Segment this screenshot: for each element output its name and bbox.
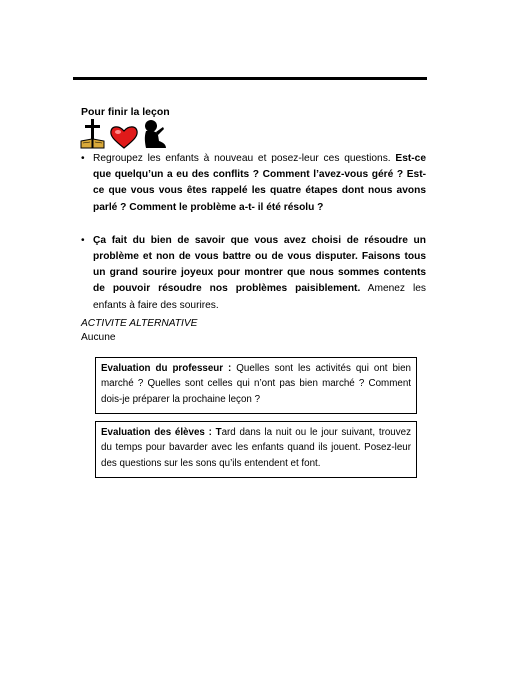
icon-row xyxy=(80,119,168,149)
bullet-list xyxy=(81,151,426,331)
teacher-evaluation-label: Evaluation du professeur : xyxy=(101,363,232,374)
student-evaluation-text: ard dans la nuit ou le jour suivant, trouvez du temps pour bavarder avec les enfants quand ils jouent. Posez-leur des questions sur les sons qu’ils entendent et font. xyxy=(101,427,411,469)
teacher-evaluation-text: Quelles sont les activités qui ont bien marché ? Quelles sont celles qui n’ont pas bien marché ? Comment dois-je préparer la prochaine leçon ? xyxy=(101,363,411,405)
bullet-text-plain: Regroupez les enfants à nouveau et posez-leur ces questions. xyxy=(93,153,396,164)
bullet-icon: • xyxy=(81,153,85,164)
student-evaluation-label: Evaluation des élèves : T xyxy=(101,427,222,438)
bullet-text-bold: Est-ce que quelqu’un a eu des conflits ? Comment l’avez-vous géré ? Est-ce que vous vous êtes rappelé les quatre étapes dont nous avons parlé ? Comment le problème a-t- il été résolu ? xyxy=(93,153,426,213)
bullet-text-bold: Ça fait du bien de savoir que vous avez choisi de résoudre un problème et non de vous battre ou de vous disputer. Faisons tous un grand sourire joyeux pour montrer que nous sommes contents de pouvoir résoudre nos problèmes paisiblement. xyxy=(93,234,426,295)
heart-icon xyxy=(110,125,138,149)
bullet-text-plain: Amenez les enfants à faire des sourires. xyxy=(93,283,426,311)
list-item xyxy=(81,151,426,216)
section-title: Pour finir la leçon xyxy=(81,106,170,118)
horizontal-rule xyxy=(73,77,427,80)
teacher-evaluation-box xyxy=(95,357,417,414)
praying-child-icon xyxy=(142,119,168,149)
student-evaluation-box xyxy=(95,421,417,478)
alternative-activity-value: Aucune xyxy=(81,332,116,343)
cross-bible-icon xyxy=(80,119,106,149)
list-item xyxy=(81,233,426,314)
bullet-icon: • xyxy=(81,234,85,246)
alternative-activity-title: ACTIVITE ALTERNATIVE xyxy=(81,318,198,329)
